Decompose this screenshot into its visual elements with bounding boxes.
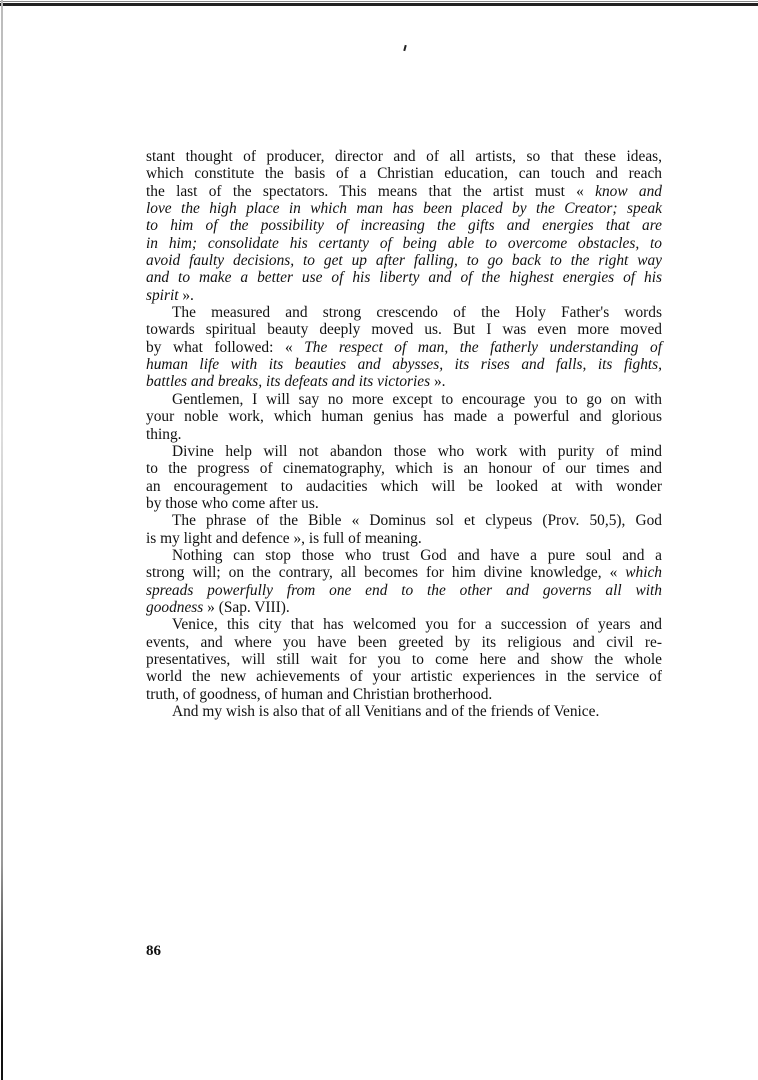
italic-quote-segment: human life with its beauties and abysses, its rises and falls, its fights, — [146, 356, 662, 374]
text-line — [146, 703, 662, 720]
text-line — [146, 668, 662, 685]
text-line — [146, 478, 662, 495]
text-segment: to the progress of cinematography, which is an honour of our times and — [146, 460, 662, 478]
text-line — [146, 582, 662, 599]
text-line — [146, 165, 662, 182]
text-segment: the last of the spectators. This means that the artist must « — [146, 182, 596, 200]
text-segment: Divine help will not abandon those who work with purity of mind — [172, 442, 662, 460]
text-line — [146, 616, 662, 633]
italic-quote-segment: battles and breaks, its defeats and its victories — [146, 373, 431, 391]
italic-quote-segment: to him of the possibility of increasing the gifts and energies that are — [146, 217, 662, 235]
text-line — [146, 391, 662, 408]
text-segment: ». — [178, 286, 194, 304]
text-line — [146, 339, 662, 356]
text-segment: towards spiritual beauty deeply moved us. But I was even more moved — [146, 321, 662, 339]
text-line — [146, 200, 662, 217]
text-line — [146, 634, 662, 651]
italic-quote-segment: which — [625, 564, 662, 582]
italic-quote-segment: in him; consolidate his certanty of being able to overcome obstacles, to — [146, 234, 662, 252]
text-segment: which constitute the basis of a Christian education, can touch and reach — [146, 165, 662, 183]
scan-speck — [403, 45, 406, 51]
body-text — [146, 148, 662, 720]
scan-edge-left — [1, 0, 3, 1080]
text-line — [146, 321, 662, 338]
text-line — [146, 183, 662, 200]
text-line — [146, 373, 662, 390]
text-segment: presentatives, will still wait for you to come here and show the whole — [146, 650, 662, 668]
text-segment: by those who come after us. — [146, 494, 319, 512]
text-line — [146, 408, 662, 425]
text-segment: And my wish is also that of all Venitians and of the friends of Venice. — [172, 703, 600, 720]
text-line — [146, 495, 662, 512]
text-line — [146, 512, 662, 529]
text-line — [146, 304, 662, 321]
italic-quote-segment: goodness — [146, 598, 204, 616]
scan-edge-top-thin — [0, 1, 758, 2]
italic-quote-segment: love the high place in which man has been placed by the Creator; speak — [146, 200, 662, 218]
text-segment: Gentlemen, I will say no more except to encourage you to go on with — [172, 390, 662, 408]
text-segment: ». — [430, 373, 446, 391]
italic-quote-segment: The respect of man, the fatherly understanding of — [304, 338, 662, 356]
italic-quote-segment: spirit — [146, 286, 179, 304]
text-segment: by what followed: « — [146, 338, 305, 356]
text-line — [146, 426, 662, 443]
text-line — [146, 651, 662, 668]
text-segment: truth, of goodness, of human and Christian brotherhood. — [146, 685, 493, 703]
text-line — [146, 686, 662, 703]
text-segment: » (Sap. VIII). — [203, 598, 290, 616]
page-number: 86 — [146, 943, 161, 959]
text-line — [146, 269, 662, 286]
text-line — [146, 235, 662, 252]
text-segment: thing. — [146, 425, 182, 443]
text-line — [146, 530, 662, 547]
text-line — [146, 356, 662, 373]
text-segment: is my light and defence », is full of meaning. — [146, 529, 422, 547]
scan-edge-top — [0, 3, 758, 6]
text-line — [146, 252, 662, 269]
text-segment: strong will; on the contrary, all becomes for him divine knowledge, « — [146, 564, 626, 582]
italic-quote-segment: avoid faulty decisions, to get up after falling, to go back to the right way — [146, 252, 662, 270]
text-segment: world the new achievements of your artistic experiences in the service of — [146, 668, 662, 686]
italic-quote-segment: know and — [595, 182, 663, 200]
text-segment: Venice, this city that has welcomed you for a succession of years and — [172, 616, 662, 634]
text-segment: The measured and strong crescendo of the Holy Father's words — [172, 304, 662, 322]
italic-quote-segment: spreads powerfully from one end to the other and governs all with — [146, 581, 662, 599]
text-line — [146, 443, 662, 460]
text-segment: an encouragement to audacities which will be looked at with wonder — [146, 477, 662, 495]
text-segment: The phrase of the Bible « Dominus sol et clypeus (Prov. 50,5), God — [172, 512, 662, 530]
text-line — [146, 148, 662, 165]
text-line — [146, 217, 662, 234]
italic-quote-segment: and to make a better use of his liberty and of the highest energies of his — [146, 269, 662, 287]
text-line — [146, 287, 662, 304]
text-segment: Nothing can stop those who trust God and have a pure soul and a — [172, 546, 662, 564]
text-line — [146, 547, 662, 564]
text-segment: stant thought of producer, director and of all artists, so that these ideas, — [146, 148, 662, 165]
text-segment: events, and where you have been greeted by its religious and civil re- — [146, 633, 662, 651]
text-line — [146, 564, 662, 581]
text-line — [146, 460, 662, 477]
text-segment: your noble work, which human genius has made a powerful and glorious — [146, 408, 662, 426]
text-line — [146, 599, 662, 616]
